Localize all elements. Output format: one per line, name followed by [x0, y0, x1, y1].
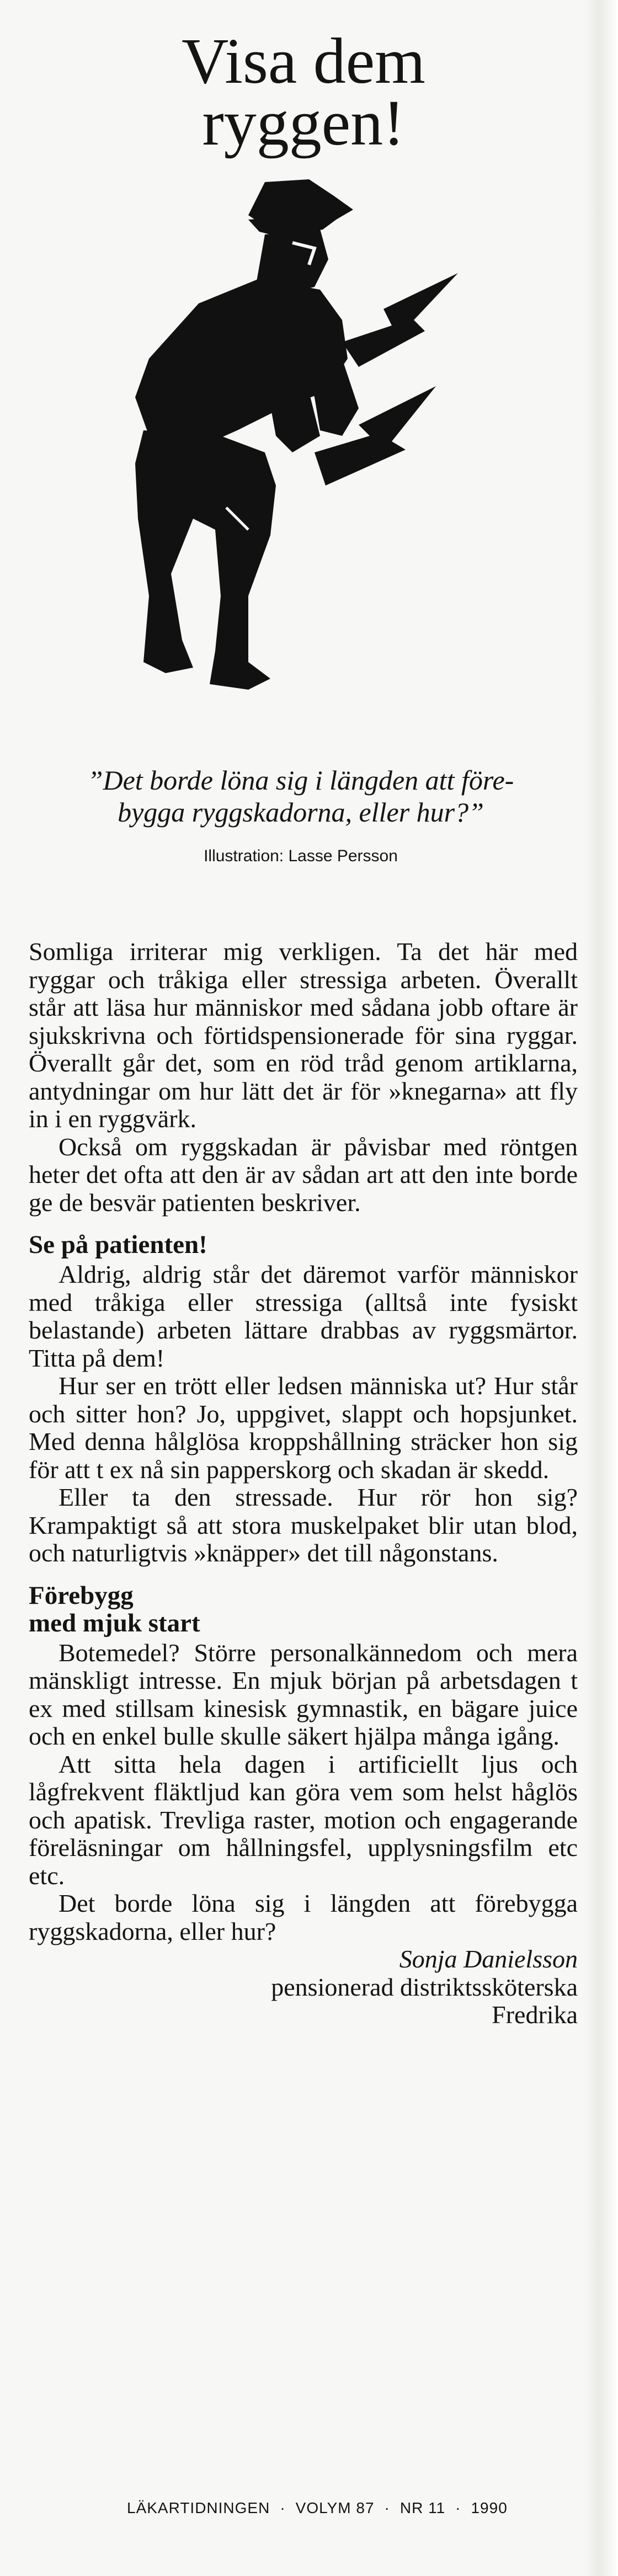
- title-line-2: ryggen!: [202, 87, 405, 159]
- section1-paragraph-2: Hur ser en trött eller ledsen människa ut? Hur står och sitter hon? Jo, uppgivet, slappt och hopsjunket. Med denna hålglösa kroppshållning sträcker hon sig för att t ex nå sin papperskorg och skadan är skedd.: [29, 1372, 578, 1484]
- signature-name: Sonja Danielsson: [399, 1945, 578, 1973]
- intro-paragraph-2: Också om ryggskadan är påvisbar med röntgen heter det ofta att den är av sådan art att den inte borde ge de besvär patienten beskriver.: [29, 1132, 578, 1217]
- section-heading-1: [29, 1231, 578, 1258]
- footer-year: 1990: [471, 2499, 508, 2516]
- title-line-1: Visa dem: [182, 25, 425, 97]
- article-body: [29, 938, 578, 2029]
- section2-paragraph-2: Att sitta hela dagen i artificiellt ljus och lågfrekvent fläktljud kan göra vem som helst håglös och apatisk. Trevliga raster, motion och engagerande föreläsningar om hållningsfel, upplysningsfilm etc etc.: [29, 1750, 578, 1890]
- section1-paragraph-1: Aldrig, aldrig står det däremot varför människor med tråkiga eller stressiga (alltså inte fysiskt belastande) arbeten lättare drabbas av ryggsmärtor. Titta på dem!: [29, 1260, 578, 1372]
- caption-line-2: bygga ryggskadorna, eller hur?”: [118, 797, 484, 828]
- intro-paragraph-1: Somliga irriterar mig verkligen. Ta det här med ryggar och tråkiga eller stressiga arbeten. Överallt står att läsa hur människor med sådana jobb oftare är sjukskrivna och förtidspensionerade för sina ryggar. Överallt går det, som en röd tråd genom artiklarna, antydningar om hur lätt det är för »knegarna» att fly in i en ryggvärk.: [29, 937, 578, 1133]
- footer-volume: VOLYM 87: [295, 2499, 375, 2516]
- section-heading-2-line-1: Förebygg: [29, 1581, 134, 1610]
- section2-paragraph-1: Botemedel? Större personalkännedom och mera mänskligt intresse. En mjuk början på arbetsdagen t ex med stillsam kinesisk gymnastik, en bägare juice och en enkel bulle skulle säkert hjälpa många igång.: [29, 1638, 578, 1750]
- section2-paragraph-3: Det borde löna sig i längden att förebygga ryggskadorna, eller hur?: [29, 1889, 578, 1945]
- signature-title: pensionerad distriktssköterska: [271, 1972, 578, 2001]
- caption-line-1: ”Det borde löna sig i längden att före-: [87, 765, 514, 796]
- illustration-caption: [22, 764, 579, 828]
- footer-separator: ·: [384, 2499, 390, 2516]
- footer-issue: NR 11: [399, 2499, 446, 2516]
- footer-separator: ·: [455, 2499, 461, 2516]
- section-heading-2: [29, 1582, 578, 1637]
- section1-paragraph-3: Eller ta den stressade. Hur rör hon sig? Krampaktigt så att stora muskelpaket blir utan blod, och naturligtvis »knäpper» det till någonstans.: [29, 1483, 578, 1567]
- article-title: [99, 25, 508, 159]
- bent-figure-illustration: [83, 177, 480, 701]
- scan-edge: [586, 0, 618, 2576]
- page-footer: [127, 2499, 557, 2517]
- illustration-credit: Illustration: Lasse Persson: [204, 847, 398, 865]
- section-heading-1-text: Se på patienten!: [29, 1230, 207, 1259]
- signature-place: Fredrika: [492, 2001, 578, 2029]
- footer-journal: LÄKARTIDNINGEN: [127, 2499, 270, 2516]
- signature: [29, 1945, 578, 2029]
- footer-separator: ·: [280, 2499, 286, 2516]
- section-heading-2-line-2: med mjuk start: [29, 1608, 200, 1638]
